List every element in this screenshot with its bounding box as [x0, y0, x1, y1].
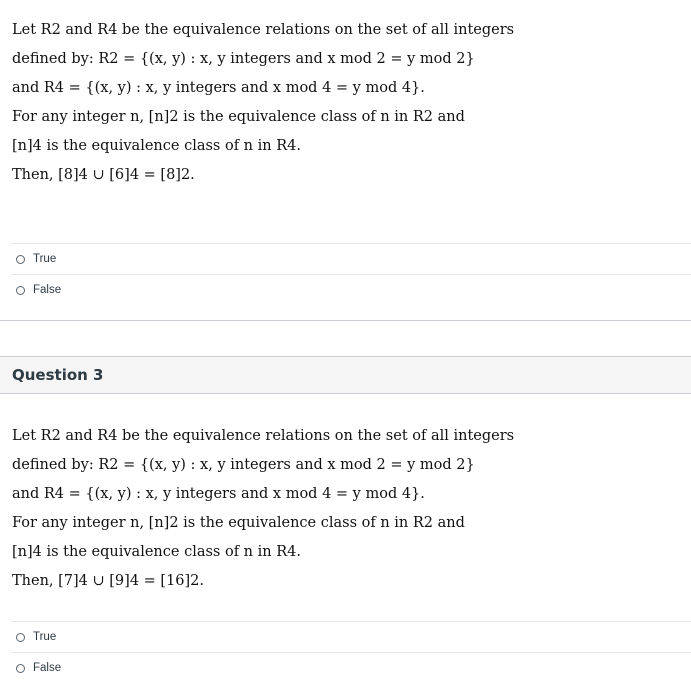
q3-question-text	[12, 422, 682, 596]
answer-label: True	[33, 253, 57, 265]
q2-line-5: [n]4 is the equivalence class of n in R4.	[12, 138, 301, 154]
q2-question-text	[12, 16, 682, 190]
q2-line-4: For any integer n, [n]2 is the equivalence class of n in R2 and	[12, 109, 465, 125]
q3-line-6: Then, [7]4 ∪ [9]4 = [16]2.	[12, 573, 205, 589]
q3-line-5: [n]4 is the equivalence class of n in R4.	[12, 544, 301, 560]
answer-label: False	[33, 662, 62, 674]
q2-line-1: Let R2 and R4 be the equivalence relations on the set of all integers	[12, 22, 515, 38]
q2-answer-false[interactable]	[12, 274, 691, 305]
q3-answers	[12, 621, 691, 683]
q3-title: Question 3	[12, 366, 104, 384]
q3-line-4: For any integer n, [n]2 is the equivalence class of n in R2 and	[12, 515, 465, 531]
q3-line-3: and R4 = {(x, y) : x, y integers and x mod 4 = y mod 4}.	[12, 486, 425, 502]
q3-header	[0, 356, 691, 394]
radio-button[interactable]	[16, 633, 25, 642]
q2-line-2: defined by: R2 = {(x, y) : x, y integers and x mod 2 = y mod 2}	[12, 51, 475, 67]
q2-answer-true[interactable]	[12, 243, 691, 274]
radio-button[interactable]	[16, 286, 25, 295]
q2-bottom-divider	[0, 320, 691, 321]
q3-answer-true[interactable]	[12, 621, 691, 652]
q3-line-1: Let R2 and R4 be the equivalence relations on the set of all integers	[12, 428, 515, 444]
answer-label: False	[33, 284, 62, 296]
radio-button[interactable]	[16, 255, 25, 264]
q2-answers	[12, 243, 691, 305]
answer-label: True	[33, 631, 57, 643]
radio-button[interactable]	[16, 664, 25, 673]
q2-line-6: Then, [8]4 ∪ [6]4 = [8]2.	[12, 167, 195, 183]
q3-line-2: defined by: R2 = {(x, y) : x, y integers and x mod 2 = y mod 2}	[12, 457, 475, 473]
q3-answer-false[interactable]	[12, 652, 691, 683]
q2-line-3: and R4 = {(x, y) : x, y integers and x mod 4 = y mod 4}.	[12, 80, 425, 96]
